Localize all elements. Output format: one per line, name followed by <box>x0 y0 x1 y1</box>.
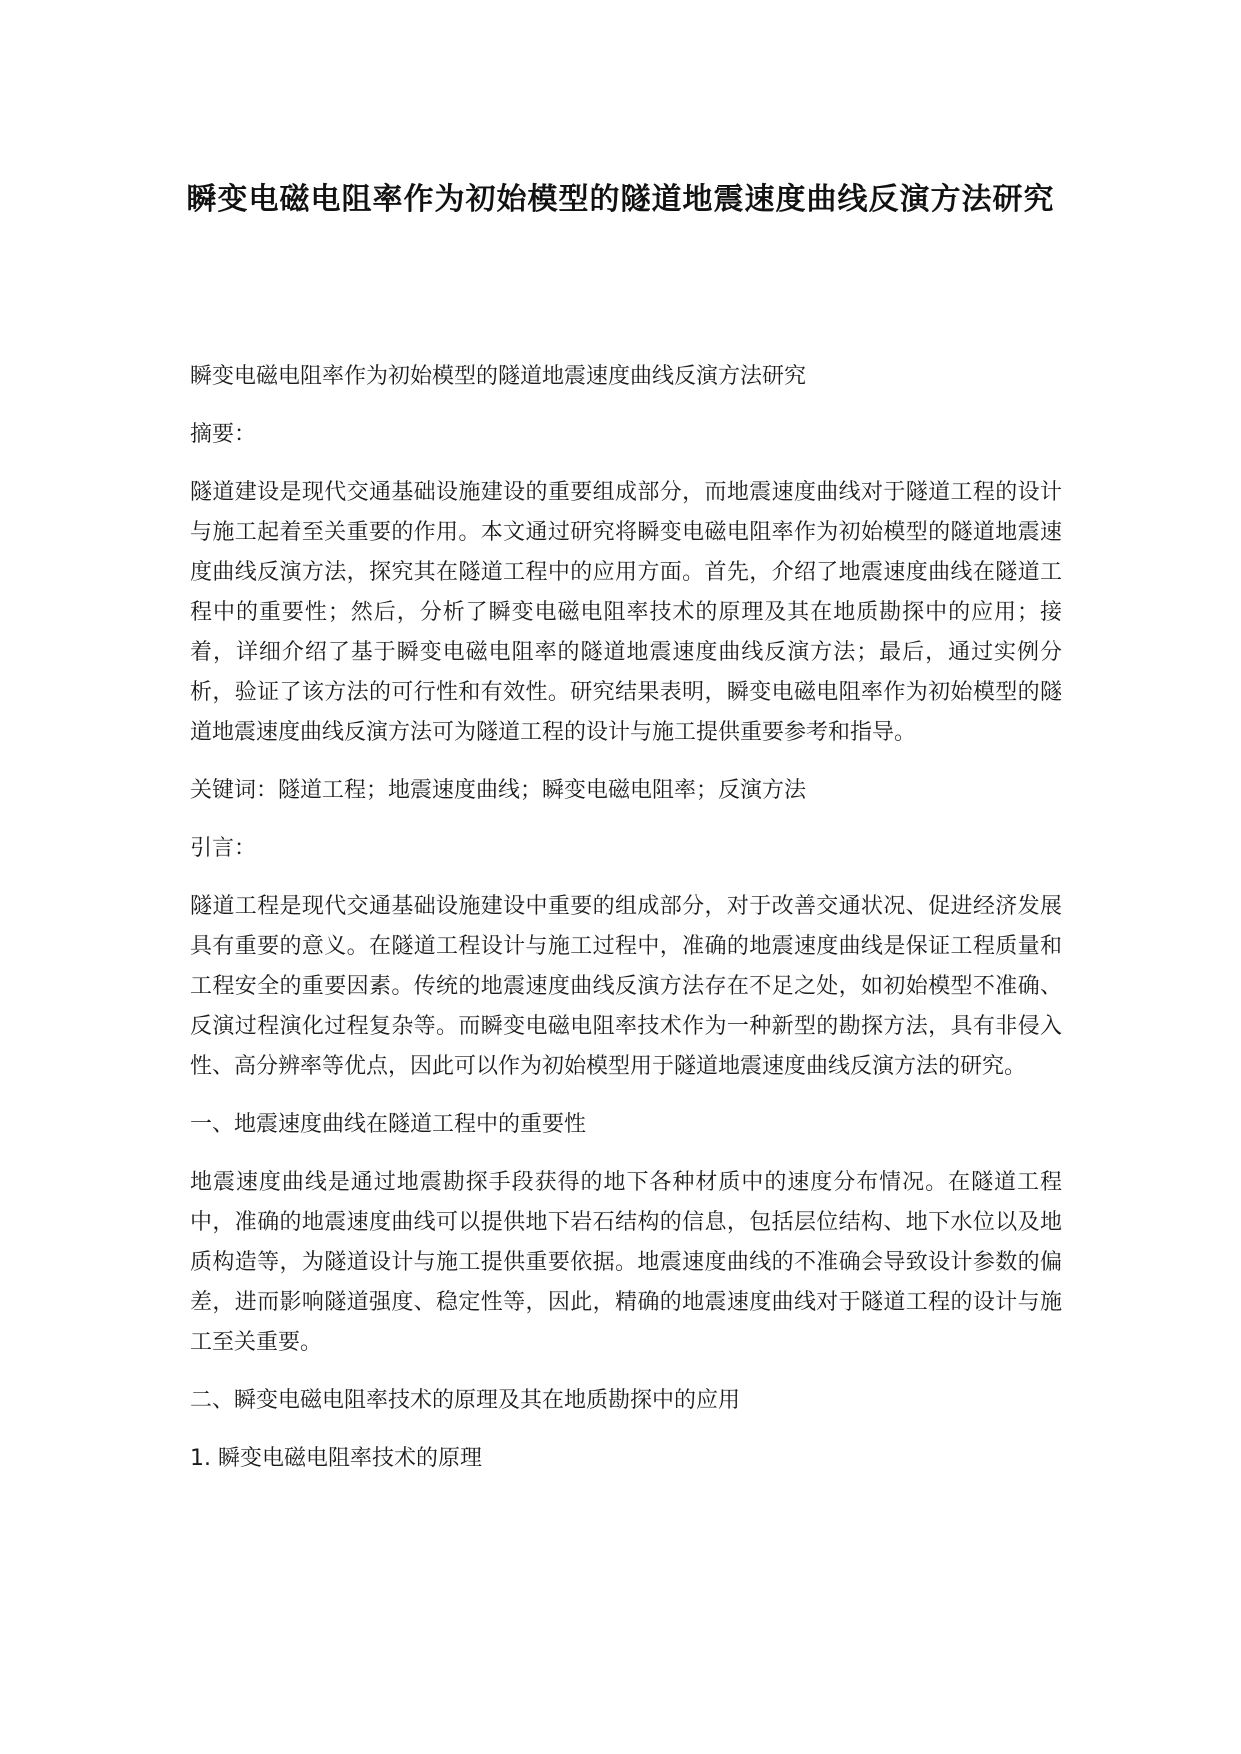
section-1-heading: 一、地震速度曲线在隧道工程中的重要性 <box>190 1112 587 1137</box>
intro-paragraph: 隧道工程是现代交通基础设施建设中重要的组成部分，对于改善交通状况、促进经济发展具有重要的意义。在隧道工程设计与施工过程中，准确的地震速度曲线是保证工程质量和工程安全的重要因素。传统的地震速度曲线反演方法存在不足之处，如初始模型不准确、反演过程演化过程复杂等。而瞬变电磁电阻率技术作为一种新型的勘探方法，具有非侵入性、高分辨率等优点，因此可以作为初始模型用于隧道地震速度曲线反演方法的研究。 <box>190 894 1062 1079</box>
section-2-heading: 二、瞬变电磁电阻率技术的原理及其在地质勘探中的应用 <box>190 1388 741 1413</box>
section-2-sub-1-heading: 1. 瞬变电磁电阻率技术的原理 <box>190 1446 482 1471</box>
document-subtitle: 瞬变电磁电阻率作为初始模型的隧道地震速度曲线反演方法研究 <box>190 364 807 389</box>
abstract-heading: 摘要： <box>190 422 257 447</box>
keywords-line: 关键词：隧道工程；地震速度曲线；瞬变电磁电阻率；反演方法 <box>190 778 807 803</box>
document-body <box>190 357 1062 1497</box>
intro-heading: 引言： <box>190 836 257 861</box>
section-1-paragraph: 地震速度曲线是通过地震勘探手段获得的地下各种材质中的速度分布情况。在隧道工程中，准确的地震速度曲线可以提供地下岩石结构的信息，包括层位结构、地下水位以及地质构造等，为隧道设计与施工提供重要依据。地震速度曲线的不准确会导致设计参数的偏差，进而影响隧道强度、稳定性等，因此，精确的地震速度曲线对于隧道工程的设计与施工至关重要。 <box>190 1170 1062 1355</box>
abstract-paragraph: 隧道建设是现代交通基础设施建设的重要组成部分，而地震速度曲线对于隧道工程的设计与施工起着至关重要的作用。本文通过研究将瞬变电磁电阻率作为初始模型的隧道地震速度曲线反演方法，探究其在隧道工程中的应用方面。首先，介绍了地震速度曲线在隧道工程中的重要性；然后，分析了瞬变电磁电阻率技术的原理及其在地质勘探中的应用；接着，详细介绍了基于瞬变电磁电阻率的隧道地震速度曲线反演方法；最后，通过实例分析，验证了该方法的可行性和有效性。研究结果表明，瞬变电磁电阻率作为初始模型的隧道地震速度曲线反演方法可为隧道工程的设计与施工提供重要参考和指导。 <box>190 480 1062 745</box>
document-title: 瞬变电磁电阻率作为初始模型的隧道地震速度曲线反演方法研究 <box>186 182 1055 217</box>
